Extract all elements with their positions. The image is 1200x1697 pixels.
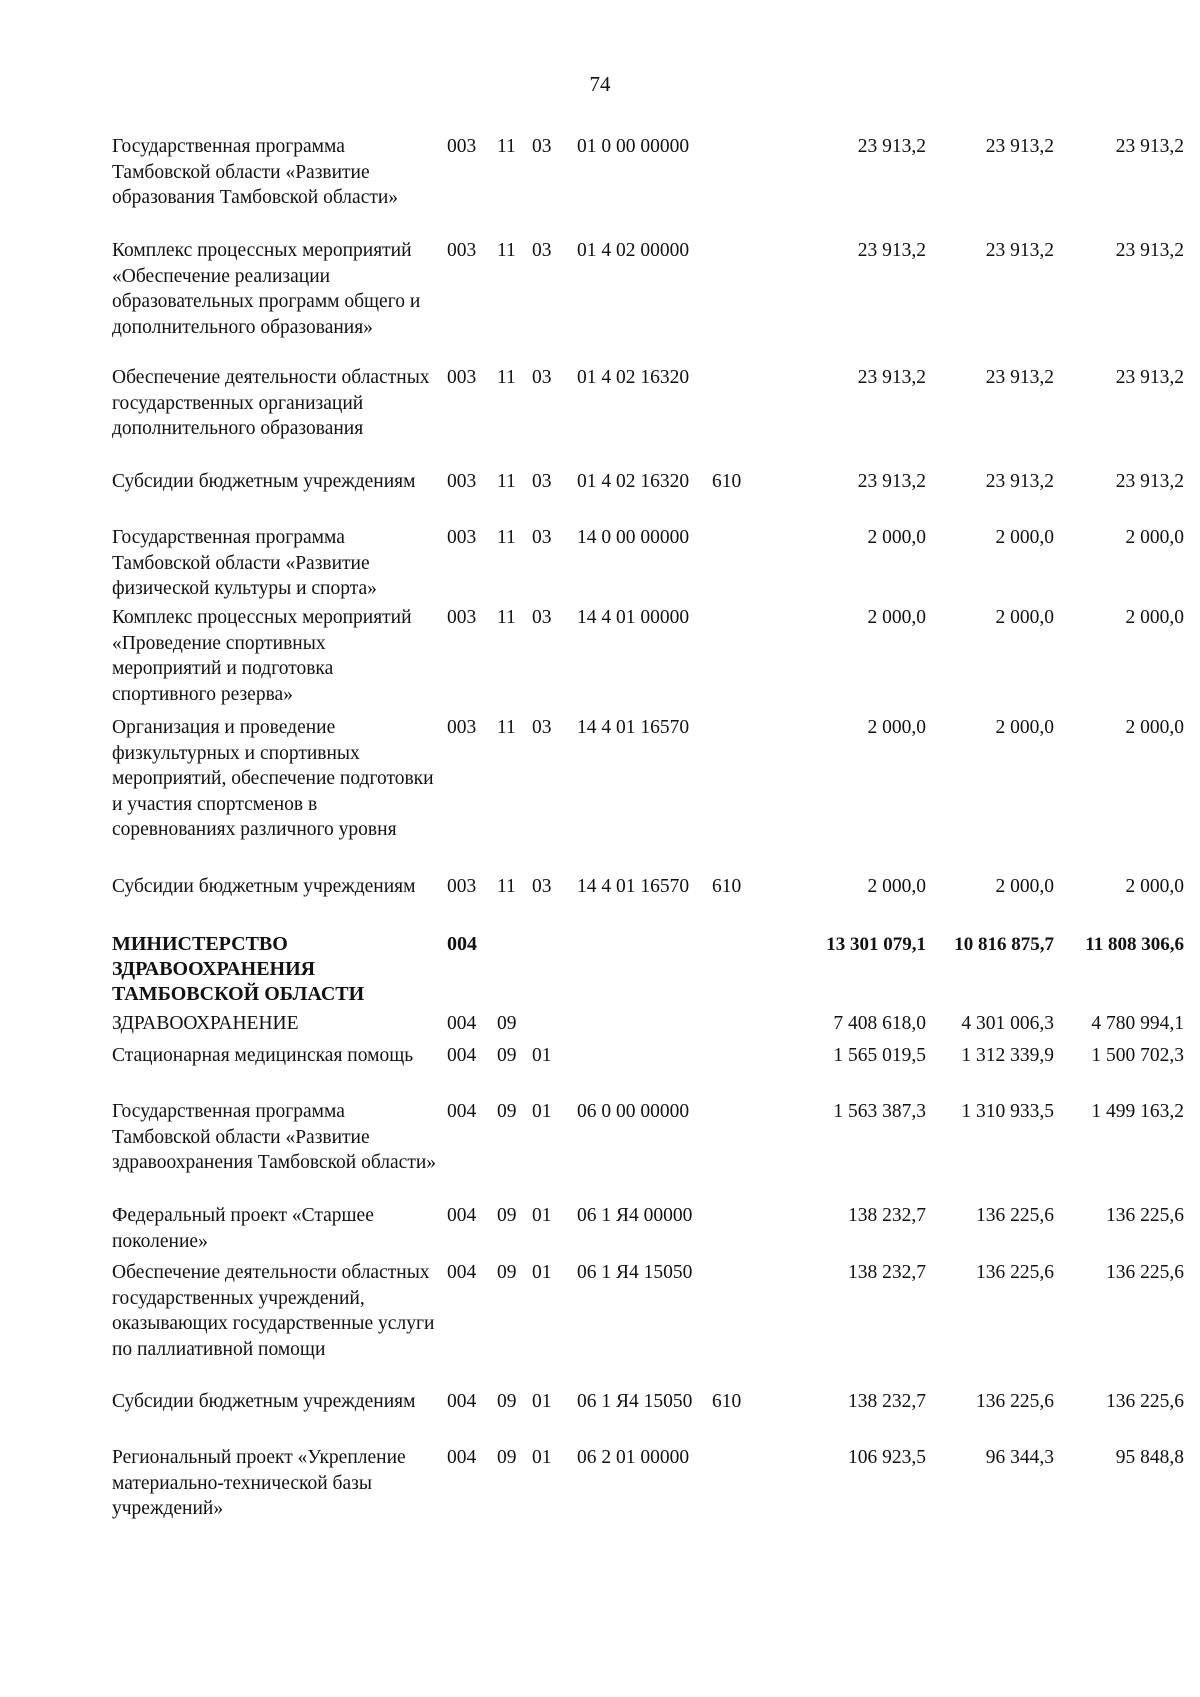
row-expense-type: 610 [712,471,742,492]
row-target-article: 14 4 01 16570 [577,876,690,897]
row-subsection-code: 03 [532,240,552,261]
row-name: Федеральный проект «Старшее поколение» [112,1205,374,1252]
table-row [112,469,1184,525]
row-subsection-code: 03 [532,527,552,548]
row-sum-year-3: 2 000,0 [1125,527,1184,548]
row-sum-year-3: 23 913,2 [1115,240,1184,261]
row-section-code: 09 [497,1447,517,1468]
row-name: Организация и проведение физкультурных и спортивных мероприятий, обеспечение подготовки и участия спортсменов в соревнованиях различного уровня [112,717,434,840]
row-name: Субсидии бюджетным учреждениям [112,471,416,492]
row-section-code: 09 [497,1262,517,1283]
row-sum-year-1: 13 301 079,1 [826,934,926,955]
table-row-section [112,1011,1184,1043]
row-sum-year-3: 95 848,8 [1115,1447,1184,1468]
row-sum-year-2: 1 312 339,9 [961,1045,1054,1066]
table-row [112,1203,1184,1260]
row-sum-year-2: 2 000,0 [995,607,1054,628]
row-target-article: 06 2 01 00000 [577,1447,690,1468]
row-subsection-code: 01 [532,1262,552,1283]
row-subsection-code: 03 [532,367,552,388]
row-name: Комплекс процессных мероприятий «Обеспечение реализации образовательных программ общего и дополнительного образования» [112,240,421,338]
row-sum-year-3: 136 225,6 [1106,1205,1184,1226]
row-ved-code: 004 [447,1262,477,1283]
row-sum-year-2: 2 000,0 [995,717,1054,738]
row-name: Государственная программа Тамбовской области «Развитие физической культуры и спорта» [112,527,377,599]
row-section-code: 11 [497,240,516,261]
row-sum-year-1: 2 000,0 [867,527,926,548]
row-subsection-code: 03 [532,717,552,738]
row-sum-year-2: 23 913,2 [985,471,1054,492]
table-row [112,1043,1184,1099]
row-sum-year-2: 23 913,2 [985,367,1054,388]
row-subsection-code: 01 [532,1101,552,1122]
row-section-code: 11 [497,527,516,548]
row-name: Государственная программа Тамбовской области «Развитие здравоохранения Тамбовской области» [112,1101,437,1173]
row-sum-year-1: 2 000,0 [867,717,926,738]
row-ved-code: 003 [447,607,477,628]
table-row [112,238,1184,365]
row-section-code: 09 [497,1013,517,1034]
row-subsection-code: 03 [532,471,552,492]
table-row [112,715,1184,874]
table-row [112,874,1184,932]
row-sum-year-1: 138 232,7 [848,1205,926,1226]
row-name: Субсидии бюджетным учреждениям [112,876,416,897]
row-target-article: 01 4 02 16320 [577,471,690,492]
row-ved-code: 004 [447,933,477,955]
row-ved-code: 004 [447,1045,477,1066]
row-sum-year-2: 1 310 933,5 [961,1101,1054,1122]
row-name: Государственная программа Тамбовской области «Развитие образования Тамбовской области» [112,136,399,208]
row-ved-code: 003 [447,876,477,897]
row-target-article: 14 4 01 00000 [577,607,690,628]
row-sum-year-1: 23 913,2 [857,367,926,388]
row-sum-year-2: 10 816 875,7 [954,934,1054,955]
row-name: Стационарная медицинская помощь [112,1045,414,1066]
row-sum-year-1: 106 923,5 [848,1447,926,1468]
row-sum-year-2: 136 225,6 [976,1262,1054,1283]
row-sum-year-1: 7 408 618,0 [833,1013,926,1034]
row-target-article: 01 4 02 16320 [577,367,690,388]
table-row [112,1099,1184,1203]
row-sum-year-3: 1 499 163,2 [1091,1101,1184,1122]
row-sum-year-1: 23 913,2 [857,136,926,157]
row-sum-year-2: 96 344,3 [985,1447,1054,1468]
row-ved-code: 004 [447,1101,477,1122]
row-name: Субсидии бюджетным учреждениям [112,1391,416,1412]
table-row-ministry [112,932,1184,1011]
row-name: Обеспечение деятельности областных государственных учреждений, оказывающих государственные услуги по паллиативной помощи [112,1262,435,1360]
row-section-code: 11 [497,471,516,492]
row-subsection-code: 01 [532,1045,552,1066]
row-ved-code: 004 [447,1205,477,1226]
row-sum-year-3: 136 225,6 [1106,1262,1184,1283]
row-ved-code: 003 [447,471,477,492]
row-sum-year-3: 23 913,2 [1115,136,1184,157]
row-ved-code: 003 [447,717,477,738]
row-expense-type: 610 [712,1391,742,1412]
row-ved-code: 003 [447,240,477,261]
row-sum-year-3: 2 000,0 [1125,607,1184,628]
row-section-code: 11 [497,607,516,628]
row-sum-year-1: 1 563 387,3 [833,1101,926,1122]
row-section-code: 11 [497,136,516,157]
row-ved-code: 004 [447,1013,477,1034]
table-row [112,365,1184,469]
row-name: Комплекс процессных мероприятий «Проведение спортивных мероприятий и подготовка спортивного резерва» [112,607,412,705]
row-ved-code: 004 [447,1447,477,1468]
table-row [112,605,1184,715]
row-ved-code: 004 [447,1391,477,1412]
row-sum-year-3: 2 000,0 [1125,876,1184,897]
table-row [112,1260,1184,1389]
row-sum-year-1: 1 565 019,5 [833,1045,926,1066]
row-subsection-code: 01 [532,1205,552,1226]
row-sum-year-3: 1 500 702,3 [1091,1045,1184,1066]
row-target-article: 06 0 00 00000 [577,1101,690,1122]
row-sum-year-1: 2 000,0 [867,607,926,628]
row-subsection-code: 01 [532,1447,552,1468]
row-section-code: 09 [497,1101,517,1122]
row-sum-year-2: 136 225,6 [976,1205,1054,1226]
row-sum-year-2: 23 913,2 [985,240,1054,261]
row-sum-year-2: 136 225,6 [976,1391,1054,1412]
row-name: Региональный проект «Укрепление материально-технической базы учреждений» [112,1447,406,1519]
row-subsection-code: 03 [532,876,552,897]
table-row [112,1445,1184,1525]
row-section-code: 11 [497,367,516,388]
table-row [112,1389,1184,1445]
row-target-article: 01 0 00 00000 [577,136,690,157]
row-sum-year-3: 23 913,2 [1115,471,1184,492]
row-sum-year-1: 138 232,7 [848,1262,926,1283]
page-number: 74 [589,72,611,96]
row-target-article: 14 0 00 00000 [577,527,690,548]
row-sum-year-2: 23 913,2 [985,136,1054,157]
row-sum-year-2: 4 301 006,3 [961,1013,1054,1034]
row-subsection-code: 03 [532,136,552,157]
row-name: Обеспечение деятельности областных государственных организаций дополнительного образования [112,367,430,439]
row-sum-year-2: 2 000,0 [995,876,1054,897]
row-target-article: 14 4 01 16570 [577,717,690,738]
row-section-code: 11 [497,717,516,738]
row-sum-year-3: 11 808 306,6 [1085,934,1184,955]
row-section-code: 09 [497,1045,517,1066]
row-sum-year-1: 23 913,2 [857,240,926,261]
row-sum-year-3: 136 225,6 [1106,1391,1184,1412]
row-name: ЗДРАВООХРАНЕНИЕ [112,1013,299,1034]
row-target-article: 06 1 Я4 15050 [577,1262,693,1283]
row-name: МИНИСТЕРСТВО ЗДРАВООХРАНЕНИЯ ТАМБОВСКОЙ ОБЛАСТИ [112,933,365,1005]
row-target-article: 06 1 Я4 15050 [577,1391,693,1412]
table-row [112,134,1184,238]
row-section-code: 09 [497,1205,517,1226]
row-ved-code: 003 [447,527,477,548]
row-sum-year-1: 23 913,2 [857,471,926,492]
row-target-article: 06 1 Я4 00000 [577,1205,693,1226]
row-sum-year-1: 2 000,0 [867,876,926,897]
row-subsection-code: 01 [532,1391,552,1412]
row-ved-code: 003 [447,136,477,157]
row-subsection-code: 03 [532,607,552,628]
row-section-code: 09 [497,1391,517,1412]
row-sum-year-3: 2 000,0 [1125,717,1184,738]
row-ved-code: 003 [447,367,477,388]
budget-table [112,134,1184,1525]
row-sum-year-3: 4 780 994,1 [1091,1013,1184,1034]
row-sum-year-2: 2 000,0 [995,527,1054,548]
row-sum-year-3: 23 913,2 [1115,367,1184,388]
row-expense-type: 610 [712,876,742,897]
row-section-code: 11 [497,876,516,897]
table-row [112,525,1184,605]
row-sum-year-1: 138 232,7 [848,1391,926,1412]
row-target-article: 01 4 02 00000 [577,240,690,261]
